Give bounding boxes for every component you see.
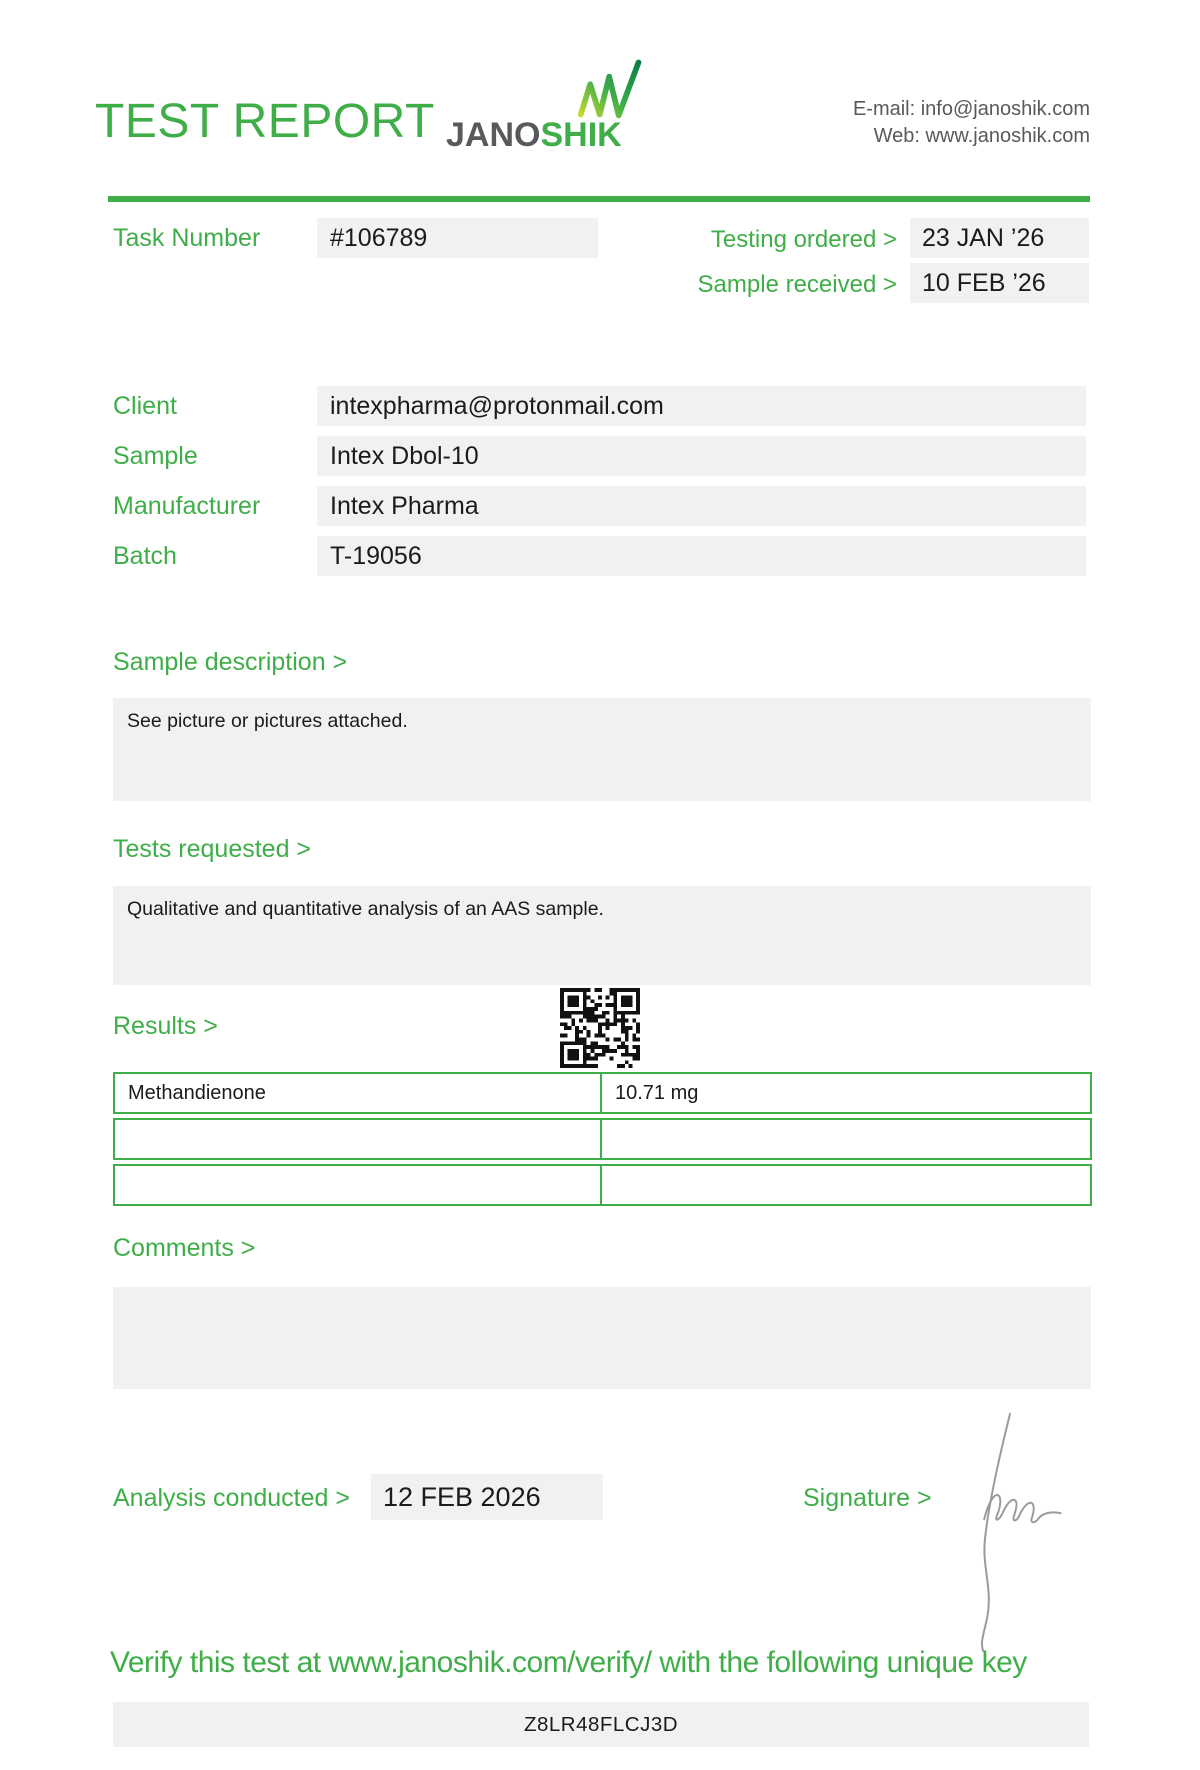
testing-ordered-label: Testing ordered > (710, 226, 897, 253)
batch-row (113, 536, 1086, 576)
result-substance: Methandienone (113, 1072, 602, 1114)
client-row (113, 386, 1086, 426)
analysis-conducted-date: 12 FEB 2026 (371, 1474, 603, 1520)
manufacturer-value: Intex Pharma (317, 486, 1086, 526)
sample-label: Sample (113, 442, 198, 470)
client-label: Client (113, 392, 177, 420)
task-number-label: Task Number (113, 224, 261, 252)
sample-received-value: 10 FEB ’26 (910, 263, 1089, 303)
logo-wordmark (446, 116, 622, 155)
result-amount: 10.71 mg (602, 1072, 1092, 1114)
tests-requested-body: Qualitative and quantitative analysis of an AAS sample. (113, 886, 1091, 985)
sample-description-heading: Sample description > (113, 648, 348, 676)
verify-instruction: Verify this test at www.janoshik.com/verify/ with the following unique key (110, 1646, 1027, 1679)
header-divider (108, 196, 1090, 202)
client-info-section (113, 386, 1086, 586)
verify-key: Z8LR48FLCJ3D (113, 1702, 1089, 1747)
results-row-2 (113, 1118, 1092, 1160)
results-row-1 (113, 1072, 1092, 1114)
manufacturer-label: Manufacturer (113, 492, 261, 520)
qr-code-modules (560, 988, 640, 1068)
result-amount-empty (602, 1118, 1092, 1160)
logo-jano: JANO (446, 116, 541, 154)
contact-web: Web: www.janoshik.com (873, 125, 1090, 147)
sample-value: Intex Dbol-10 (317, 436, 1086, 476)
results-row-3 (113, 1164, 1092, 1206)
signature-label: Signature > (803, 1484, 932, 1512)
chart-icon (576, 57, 648, 119)
logo-shik: SHIK (540, 116, 622, 154)
batch-label: Batch (113, 542, 177, 570)
qr-code (560, 988, 640, 1068)
contact-info (853, 96, 1090, 150)
results-heading: Results > (113, 1012, 218, 1040)
task-number-value: #106789 (317, 218, 598, 258)
testing-ordered-value: 23 JAN ’26 (910, 218, 1089, 258)
results-table (113, 1072, 1092, 1210)
contact-email: E-mail: info@janoshik.com (852, 98, 1090, 120)
manufacturer-row (113, 486, 1086, 526)
sample-row (113, 436, 1086, 476)
client-value: intexpharma@protonmail.com (317, 386, 1086, 426)
analysis-conducted-label: Analysis conducted > (113, 1484, 350, 1512)
result-substance-empty (113, 1164, 602, 1206)
page-title: TEST REPORT (95, 95, 435, 148)
batch-value: T-19056 (317, 536, 1086, 576)
sample-description-body: See picture or pictures attached. (113, 698, 1091, 801)
comments-heading: Comments > (113, 1234, 256, 1262)
result-substance-empty (113, 1118, 602, 1160)
signature-image (940, 1398, 1080, 1666)
tests-requested-heading: Tests requested > (113, 835, 312, 863)
result-amount-empty (602, 1164, 1092, 1206)
sample-received-label: Sample received > (697, 271, 897, 298)
comments-body (113, 1287, 1091, 1389)
